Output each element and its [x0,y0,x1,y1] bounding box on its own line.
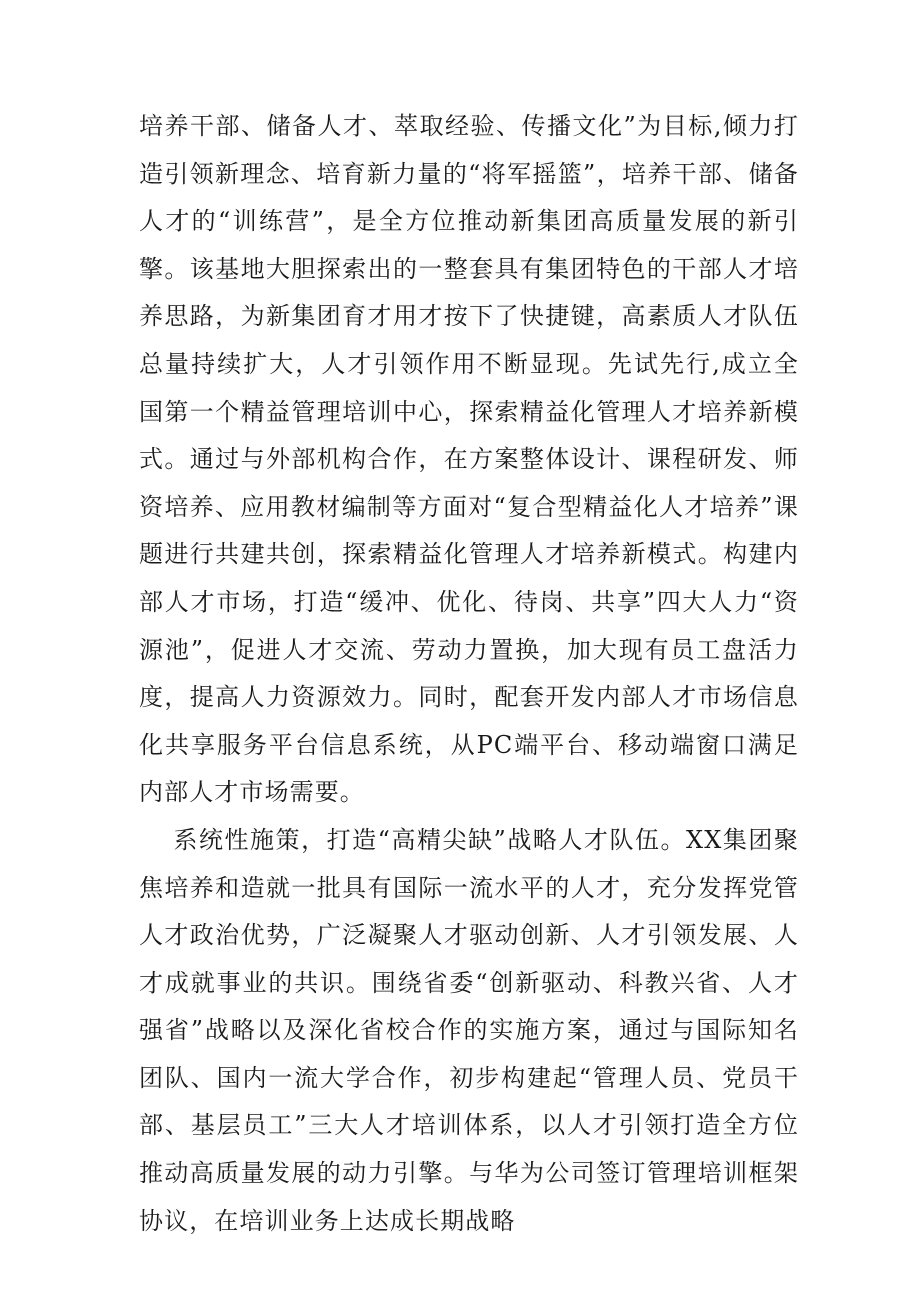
paragraph-1 [139,103,799,817]
paragraph-2-text: 系统性施策，打造“高精尖缺”战略人才队伍。XX集团聚焦培养和造就一批具有国际一流水平的人才，充分发挥党管人才政治优势，广泛凝聚人才驱动创新、人才引领发展、人才成就事业的共识。围绕省委“创新驱动、科教兴省、人才强省”战略以及深化省校合作的实施方案，通过与国际知名团队、国内一流大学合作，初步构建起“管理人员、党员干部、基层员工”三大人才培训体系，以人才引领打造全方位推动高质量发展的动力引擎。与华为公司签订管理培训框架协议，在培训业务上达成长期战略 [139,825,799,1235]
paragraph-1-text: 培养干部、储备人才、萃取经验、传播文化”为目标,倾力打造引领新理念、培育新力量的“将军摇篮”，培养干部、储备人才的“训练营”，是全方位推动新集团高质量发展的新引擎。该基地大胆探索出的一整套具有集团特色的干部人才培养思路，为新集团育才用才按下了快捷键，高素质人才队伍总量持续扩大，人才引领作用不断显现。先试先行,成立全国第一个精益管理培训中心，探索精益化管理人才培养新模式。通过与外部机构合作，在方案整体设计、课程研发、师资培养、应用教材编制等方面对“复合型精益化人才培养”课题进行共建共创，探索精益化管理人才培养新模式。构建内部人才市场，打造“缓冲、优化、待岗、共享”四大人力“资源池”，促进人才交流、劳动力置换，加大现有员工盘活力度，提高人力资源效力。同时，配套开发内部人才市场信息化共享服务平台信息系统，从PC端平台、移动端窗口满足内部人才市场需要。 [139,112,799,807]
paragraph-2 [139,817,799,1245]
document-body [139,103,799,1245]
